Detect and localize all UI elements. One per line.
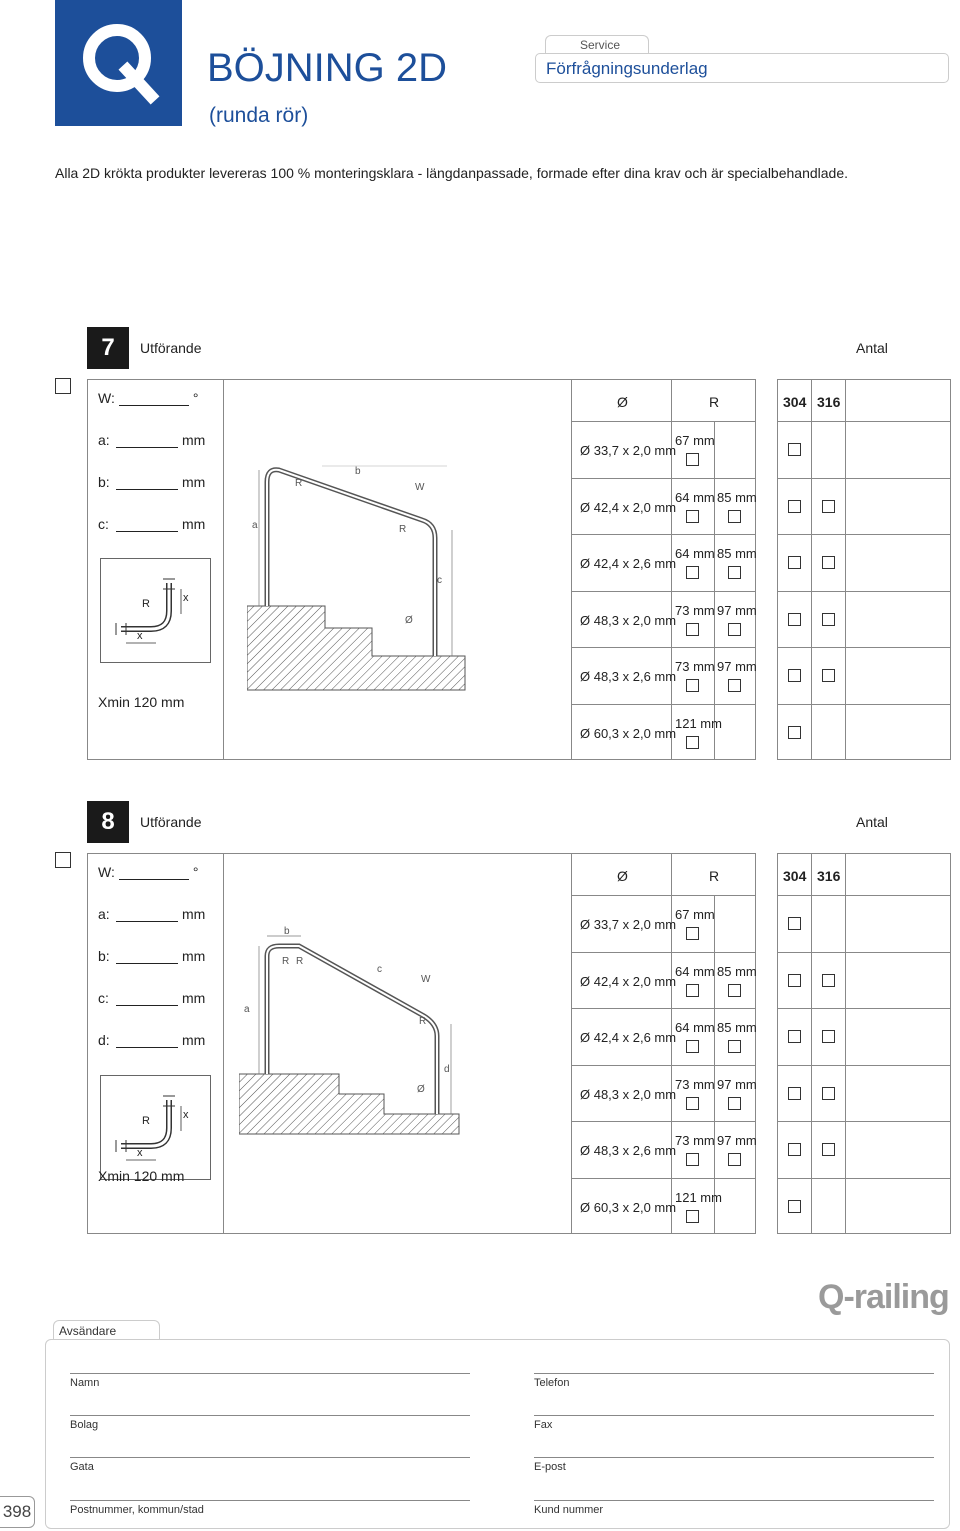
diameter-cell: Ø 48,3 x 2,6 mm: [580, 669, 677, 684]
xmin-label: Xmin 120 mm: [98, 694, 185, 710]
diameter-cell: Ø 42,4 x 2,6 mm: [580, 556, 677, 571]
w-field: [98, 864, 198, 880]
diagram-label-a: a: [252, 520, 258, 531]
bend-detail-box: [100, 558, 211, 663]
radius-header: R: [709, 868, 720, 884]
utforande-label: Utförande: [140, 340, 202, 356]
service-title-box: Förfrågningsunderlag: [535, 53, 949, 83]
sender-field-line: [70, 1457, 470, 1458]
diameter-cell: Ø 60,3 x 2,0 mm: [580, 725, 677, 741]
xmin-label: Xmin 120 mm: [98, 1168, 185, 1184]
unit-label: mm: [182, 990, 206, 1006]
dimension-label: b:: [98, 474, 110, 490]
row-line: [777, 1178, 951, 1179]
dimension-input[interactable]: [116, 949, 178, 964]
radius-1-checkbox[interactable]: [686, 736, 699, 749]
radius-1-label: 64 mm: [675, 963, 715, 979]
antal-label: Antal: [856, 340, 888, 356]
dimension-input[interactable]: [116, 433, 178, 448]
sender-field-line: [534, 1373, 934, 1374]
row-line: [777, 534, 951, 535]
steel-304-checkbox[interactable]: [788, 500, 801, 513]
detail-r-label: R: [142, 598, 150, 610]
detail-x-label: x: [137, 630, 143, 642]
radius-2-label: 85 mm: [717, 546, 757, 561]
radius-2-label: 97 mm: [717, 602, 757, 618]
sender-field-line: [70, 1373, 470, 1374]
sender-field-label: Telefon: [534, 1377, 570, 1389]
sender-field-label: Namn: [70, 1377, 100, 1389]
dimension-label: d:: [98, 1032, 110, 1048]
sender-field-input[interactable]: [70, 1480, 470, 1499]
row-line: [571, 1065, 756, 1066]
diagram-label-r2: R: [399, 524, 407, 535]
steel-304-checkbox[interactable]: [788, 1087, 801, 1100]
row-line: [777, 478, 951, 479]
diameter-cell: Ø 33,7 x 2,0 mm: [580, 917, 677, 932]
section-select-checkbox[interactable]: [55, 378, 71, 394]
radius-1-checkbox[interactable]: [686, 1097, 699, 1110]
dimension-field: [98, 432, 205, 448]
diameter-cell: Ø 48,3 x 2,6 mm: [580, 1143, 677, 1158]
radius-1-label: 64 mm: [675, 1020, 715, 1035]
sender-field-label: Postnummer, kommun/stad: [70, 1504, 204, 1516]
divider: [223, 379, 224, 760]
w-field: [98, 390, 198, 406]
steel-304-checkbox[interactable]: [788, 556, 801, 569]
dimension-field: [98, 474, 205, 490]
section-select-checkbox[interactable]: [55, 852, 71, 868]
steel-304-checkbox[interactable]: [788, 1200, 801, 1213]
row-line: [571, 421, 756, 422]
steel-316-checkbox[interactable]: [822, 556, 835, 569]
steel-304-checkbox[interactable]: [788, 1143, 801, 1156]
radius-1-label: 73 mm: [675, 602, 715, 618]
page-number: 398: [0, 1496, 35, 1528]
radius-2-checkbox[interactable]: [728, 679, 741, 692]
sender-field-line: [534, 1500, 934, 1501]
row-line: [571, 704, 756, 705]
unit-label: mm: [182, 474, 206, 490]
radius-2-label: 97 mm: [717, 1133, 757, 1148]
steel-316-header: 316: [817, 394, 841, 410]
diagram-label-w: W: [415, 482, 425, 493]
sender-field-input[interactable]: [70, 1395, 470, 1414]
stair-rail-icon: [239, 904, 461, 1136]
dimension-input[interactable]: [116, 1033, 178, 1048]
diagram-label-r2: R: [419, 1016, 427, 1027]
utforande-label: Utförande: [140, 814, 202, 830]
row-line: [571, 1178, 756, 1179]
radius-2-checkbox[interactable]: [728, 566, 741, 579]
diagram-label-r: R: [295, 478, 303, 489]
radius-1-label: 73 mm: [675, 659, 715, 674]
radius-1-checkbox[interactable]: [686, 623, 699, 636]
diagram-label-o: Ø: [417, 1084, 425, 1095]
radius-2-label: 85 mm: [717, 1020, 757, 1035]
unit-label: mm: [182, 948, 206, 964]
row-line: [571, 1008, 756, 1009]
row-line: [777, 895, 951, 896]
steel-304-checkbox[interactable]: [788, 917, 801, 930]
row-line: [777, 1065, 951, 1066]
diagram-label-r2: R: [296, 956, 304, 967]
radius-1-checkbox[interactable]: [686, 984, 699, 997]
degree-symbol: °: [192, 390, 199, 406]
detail-x-label: x: [183, 592, 189, 604]
intro-text: Alla 2D krökta produkter levereras 100 % monteringsklara - längdanpassade, formade efter dina krav och är specialbehandlade.: [55, 165, 849, 181]
diagram-label-b: b: [355, 466, 361, 477]
sender-field-label: Gata: [70, 1461, 94, 1473]
radius-1-checkbox[interactable]: [686, 453, 699, 466]
radius-1-checkbox[interactable]: [686, 510, 699, 523]
row-line: [571, 952, 756, 953]
diagram-label-d: d: [444, 1064, 450, 1075]
dimension-input[interactable]: [116, 991, 178, 1006]
radius-2-checkbox[interactable]: [728, 1040, 741, 1053]
sender-field-label: E-post: [534, 1461, 566, 1473]
dimension-label: c:: [98, 516, 109, 532]
row-line: [571, 534, 756, 535]
radius-2-checkbox[interactable]: [728, 984, 741, 997]
steel-316-checkbox[interactable]: [822, 669, 835, 682]
sender-field-line: [534, 1415, 934, 1416]
radius-2-checkbox[interactable]: [728, 510, 741, 523]
unit-label: mm: [182, 516, 206, 532]
diameter-cell: Ø 42,4 x 2,0 mm: [580, 499, 677, 515]
row-line: [571, 591, 756, 592]
bend-detail-box: [100, 1075, 211, 1180]
row-line: [777, 647, 951, 648]
diameter-cell: Ø 60,3 x 2,0 mm: [580, 1199, 677, 1215]
page-subtitle: (runda rör): [209, 104, 309, 127]
dimension-field: [98, 990, 205, 1006]
steel-304-checkbox[interactable]: [788, 974, 801, 987]
dimension-field: [98, 516, 205, 532]
diameter-cell: Ø 42,4 x 2,0 mm: [580, 973, 677, 989]
row-line: [571, 895, 756, 896]
steel-304-checkbox[interactable]: [788, 669, 801, 682]
divider: [223, 853, 224, 1234]
section-number: 7: [87, 327, 129, 369]
stair-rail-icon: [247, 460, 469, 692]
sender-field-line: [70, 1500, 470, 1501]
radius-1-checkbox[interactable]: [686, 679, 699, 692]
service-tab: Service: [545, 35, 649, 53]
sender-field-line: [70, 1415, 470, 1416]
unit-label: mm: [182, 432, 206, 448]
w-label: W:: [98, 390, 115, 406]
radius-2-label: 97 mm: [717, 1076, 757, 1092]
row-line: [571, 478, 756, 479]
sender-field-line: [534, 1457, 934, 1458]
dimension-label: b:: [98, 948, 110, 964]
diameter-cell: Ø 48,3 x 2,0 mm: [580, 612, 677, 628]
degree-symbol: °: [192, 864, 199, 880]
dimension-field: [98, 948, 205, 964]
steel-316-checkbox[interactable]: [822, 974, 835, 987]
dimension-field: [98, 1032, 205, 1048]
radius-header: R: [709, 394, 720, 410]
dimension-field: [98, 906, 205, 922]
radius-1-checkbox[interactable]: [686, 1210, 699, 1223]
sender-field-label: Fax: [534, 1419, 553, 1431]
row-line: [571, 1121, 756, 1122]
unit-label: mm: [182, 1032, 206, 1048]
section-number: 8: [87, 801, 129, 843]
radius-1-checkbox[interactable]: [686, 1153, 699, 1166]
diagram-label-w: W: [421, 974, 431, 985]
diagram-label-c: c: [437, 575, 442, 586]
dimension-input[interactable]: [116, 517, 178, 532]
detail-x-label: x: [137, 1147, 143, 1159]
detail-r-label: R: [142, 1115, 150, 1127]
row-line: [777, 704, 951, 705]
bend-detail-icon: [101, 1076, 210, 1179]
stair-rail-diagram: [247, 460, 469, 692]
dimension-label: c:: [98, 990, 109, 1006]
sender-field-input[interactable]: [534, 1480, 934, 1499]
sender-field-input[interactable]: [534, 1437, 934, 1456]
q-logo-icon: [55, 0, 182, 126]
w-input[interactable]: [119, 391, 189, 406]
diagram-label-b: b: [284, 926, 290, 937]
steel-316-checkbox[interactable]: [822, 1030, 835, 1043]
bend-detail-icon: [101, 559, 210, 662]
diameter-header: Ø: [617, 868, 628, 884]
steel-304-checkbox[interactable]: [788, 726, 801, 739]
dimension-label: a:: [98, 906, 110, 922]
sender-field-input[interactable]: [534, 1353, 934, 1372]
detail-x-label: x: [183, 1109, 189, 1121]
sender-field-label: Bolag: [70, 1419, 99, 1431]
row-line: [777, 952, 951, 953]
radius-2-checkbox[interactable]: [728, 1097, 741, 1110]
w-input[interactable]: [119, 865, 189, 880]
row-line: [571, 647, 756, 648]
stair-rail-diagram: [239, 904, 461, 1136]
diagram-label-r: R: [282, 956, 290, 967]
radius-1-label: 121 mm: [675, 1189, 722, 1205]
radius-1-label: 64 mm: [675, 489, 715, 505]
sender-field-input[interactable]: [70, 1353, 470, 1372]
steel-304-checkbox[interactable]: [788, 1030, 801, 1043]
dimension-input[interactable]: [116, 475, 178, 490]
steel-304-checkbox[interactable]: [788, 443, 801, 456]
steel-316-checkbox[interactable]: [822, 1143, 835, 1156]
radius-2-checkbox[interactable]: [728, 623, 741, 636]
diagram-label-a: a: [244, 1004, 250, 1015]
radius-1-label: 73 mm: [675, 1076, 715, 1092]
sender-field-input[interactable]: [70, 1437, 470, 1456]
steel-316-checkbox[interactable]: [822, 1087, 835, 1100]
radius-1-checkbox[interactable]: [686, 1040, 699, 1053]
antal-label: Antal: [856, 814, 888, 830]
steel-304-header: 304: [783, 394, 807, 410]
q-railing-logo: Q-railing: [818, 1278, 949, 1316]
q-logo-block: [55, 0, 182, 126]
diameter-cell: Ø 42,4 x 2,6 mm: [580, 1030, 677, 1045]
row-line: [777, 591, 951, 592]
steel-316-header: 316: [817, 868, 841, 884]
sender-tab: Avsändare: [53, 1320, 160, 1339]
diagram-label-o: Ø: [405, 615, 413, 626]
radius-2-label: 97 mm: [717, 659, 757, 674]
diameter-header: Ø: [617, 394, 628, 410]
sender-field-label: Kund nummer: [534, 1504, 604, 1516]
row-line: [777, 1121, 951, 1122]
diameter-cell: Ø 48,3 x 2,0 mm: [580, 1086, 677, 1102]
radius-1-checkbox[interactable]: [686, 566, 699, 579]
steel-316-checkbox[interactable]: [822, 500, 835, 513]
radius-1-label: 64 mm: [675, 546, 715, 561]
radius-1-checkbox[interactable]: [686, 927, 699, 940]
steel-316-checkbox[interactable]: [822, 613, 835, 626]
row-line: [777, 1008, 951, 1009]
radius-1-label: 67 mm: [675, 433, 715, 448]
radius-1-label: 121 mm: [675, 715, 722, 731]
steel-304-checkbox[interactable]: [788, 613, 801, 626]
diameter-cell: Ø 33,7 x 2,0 mm: [580, 443, 677, 458]
page-title: BÖJNING 2D: [207, 46, 448, 90]
dimension-input[interactable]: [116, 907, 178, 922]
radius-1-label: 73 mm: [675, 1133, 715, 1148]
sender-field-input[interactable]: [534, 1395, 934, 1414]
steel-304-header: 304: [783, 868, 807, 884]
w-label: W:: [98, 864, 115, 880]
dimension-label: a:: [98, 432, 110, 448]
radius-1-label: 67 mm: [675, 907, 715, 922]
radius-2-checkbox[interactable]: [728, 1153, 741, 1166]
radius-2-label: 85 mm: [717, 963, 757, 979]
diagram-label-c: c: [377, 964, 382, 975]
unit-label: mm: [182, 906, 206, 922]
radius-2-label: 85 mm: [717, 489, 757, 505]
row-line: [777, 421, 951, 422]
